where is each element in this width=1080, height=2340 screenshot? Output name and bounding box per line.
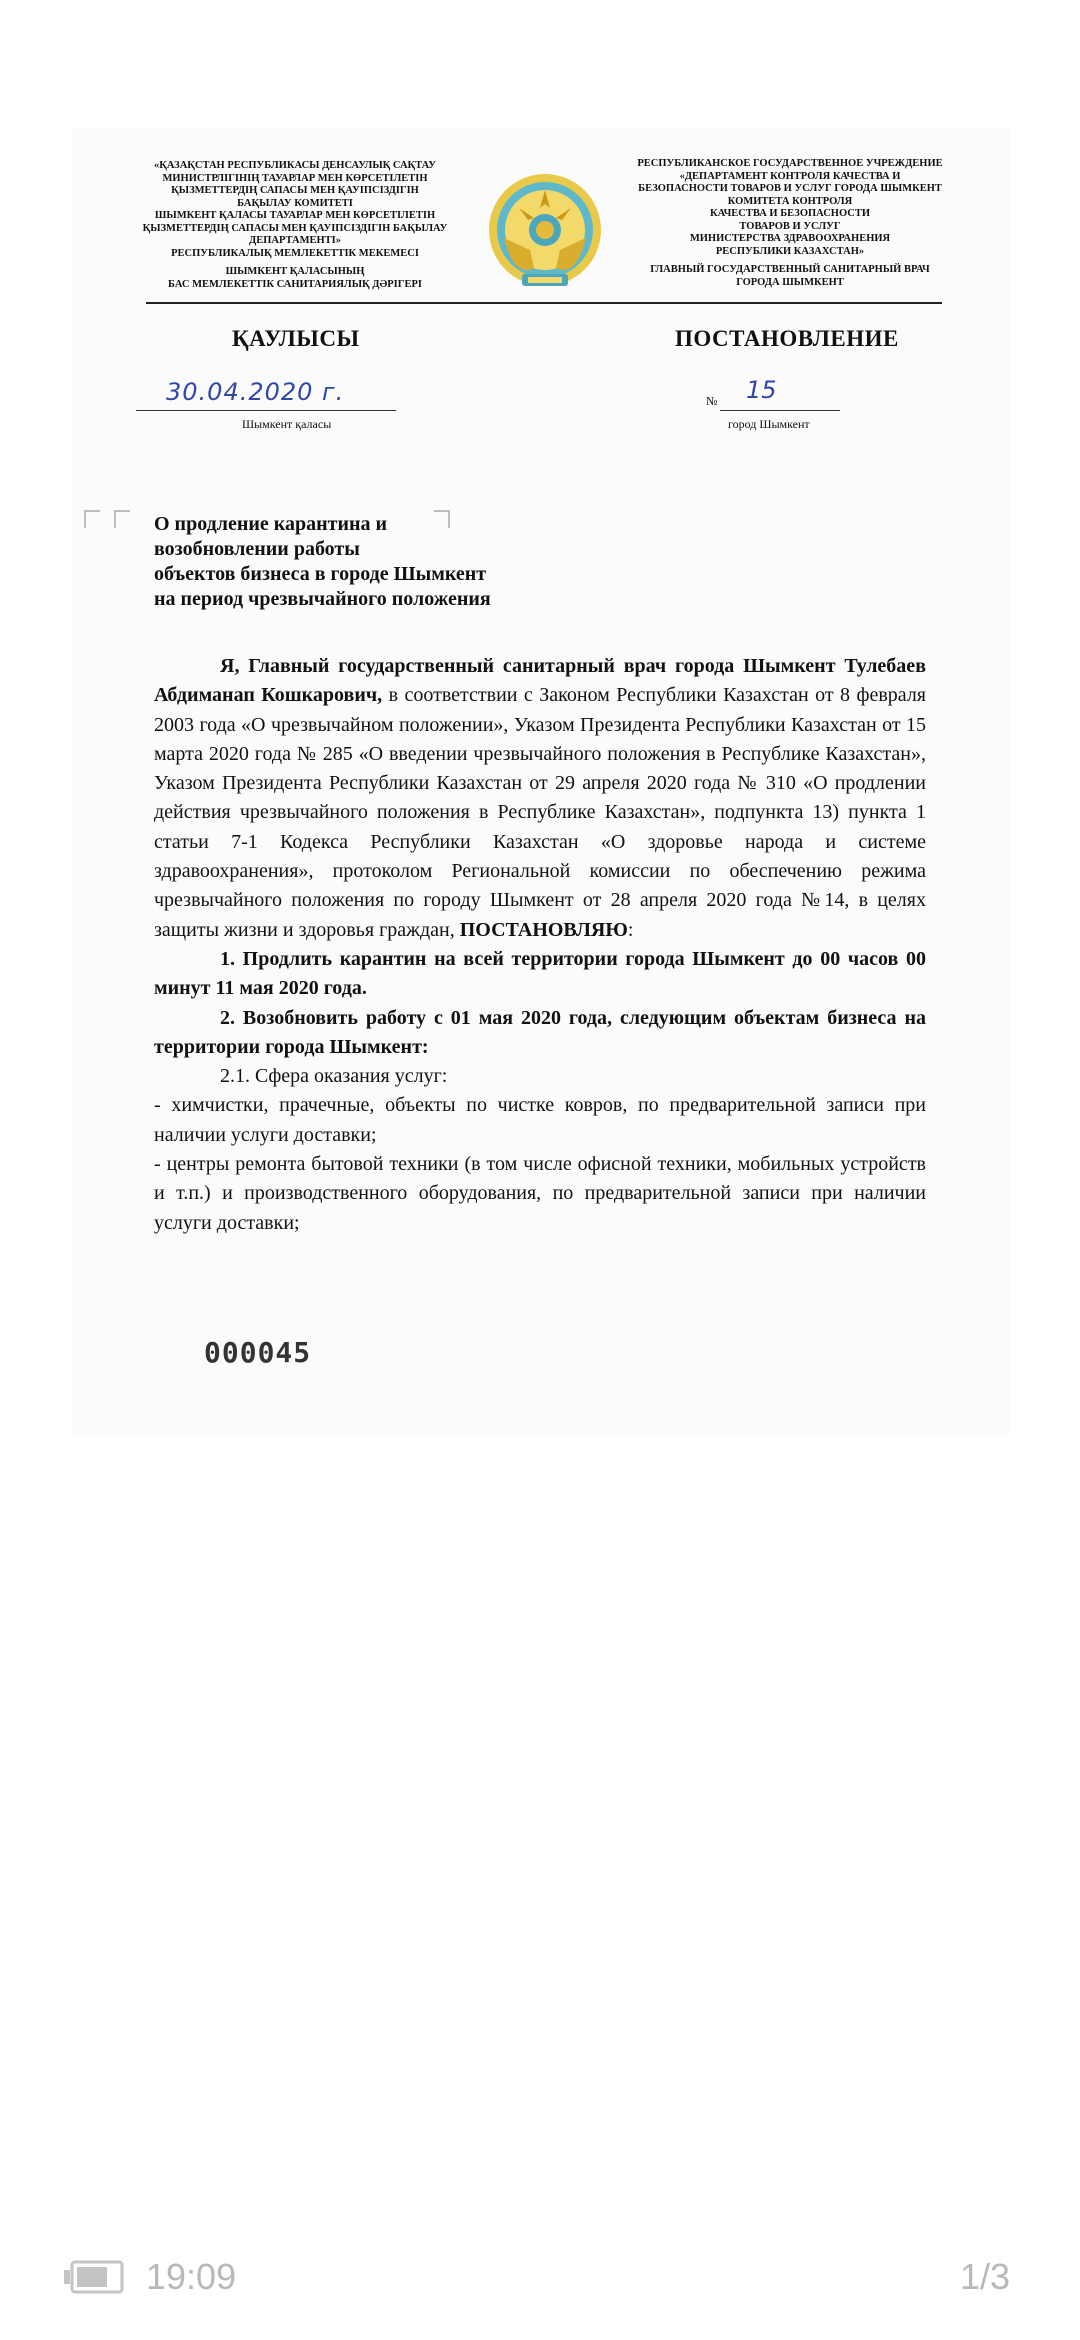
header-right-line: БЕЗОПАСНОСТИ ТОВАРОВ И УСЛУГ ГОРОДА ШЫМКЕНТ <box>638 183 942 194</box>
city-ru: город Шымкент <box>728 417 810 431</box>
document-subject <box>154 512 574 612</box>
number-field <box>720 376 840 411</box>
number-sign: № <box>706 394 718 408</box>
header-right-line: РЕСПУБЛИКИ КАЗАХСТАН» <box>715 245 865 257</box>
header-right-line: КАЧЕСТВА И БЕЗОПАСНОСТИ <box>709 208 871 219</box>
corner-mark <box>114 510 130 528</box>
item-2 <box>154 1004 926 1063</box>
header-left-line: БАҚЫЛАУ КОМИТЕТІ <box>237 197 353 209</box>
header-left-line: ДЕПАРТАМЕНТІ» <box>248 235 341 246</box>
header-left-line: РЕСПУБЛИКАЛЫҚ МЕМЛЕКЕТТІК МЕКЕМЕСІ <box>171 247 419 259</box>
header-left-kz <box>130 160 460 291</box>
bullet-2: - центры ремонта бытовой техники (в том числе офисной техники, мобильных устройств и т.п.) и производственного оборудования, по предварительной записи при наличии услуги доставки; <box>154 1153 926 1234</box>
header-left-line: ҚЫЗМЕТТЕРДІҢ САПАСЫ МЕН ҚАУІПСІЗДІГІН <box>171 185 419 196</box>
number-value: 15 <box>746 376 777 404</box>
item-1 <box>154 945 926 1004</box>
header-right-line: ГОРОДА ШЫМКЕНТ <box>736 276 844 288</box>
page-indicator: 1/3 <box>960 2256 1011 2297</box>
item-2-1: 2.1. Сфера оказания услуг: <box>220 1065 448 1088</box>
intro-author: Я, Главный государственный санитарный врач города Шымкент Тулебаев Абдиманап Кошкарович, <box>154 655 926 707</box>
date-value: 30.04.2020 г. <box>166 378 345 406</box>
header-right-ru <box>620 158 960 289</box>
resolve-colon: : <box>627 918 634 941</box>
header-right-line: «ДЕПАРТАМЕНТ КОНТРОЛЯ КАЧЕСТВА И <box>679 170 901 182</box>
title-kz: ҚАУЛЫСЫ <box>232 326 360 351</box>
header-right-line: РЕСПУБЛИКАНСКОЕ ГОСУДАРСТВЕННОЕ УЧРЕЖДЕНИЕ <box>637 158 943 169</box>
status-time: 19:09 <box>146 2256 237 2297</box>
header-left-line: МИНИСТРЛІГІНІҢ ТАУАРЛАР МЕН КӨРСЕТІЛЕТІН <box>162 172 428 184</box>
header-left-line: БАС МЕМЛЕКЕТТІК САНИТАРИЯЛЫҚ ДӘРІГЕРІ <box>168 278 422 290</box>
header-left-line: ШЫМКЕНТ ҚАЛАСЫНЫҢ <box>225 266 365 277</box>
subject-line: объектов бизнеса в городе Шымкент <box>154 563 487 585</box>
bullet-1: - химчистки, прачечные, объекты по чистке ковров, по предварительной записи при наличии услуги доставки; <box>154 1094 926 1146</box>
header-left-line: ШЫМКЕНТ ҚАЛАСЫ ТАУАРЛАР МЕН КӨРСЕТІЛЕТІН <box>154 210 436 221</box>
header-right-line: КОМИТЕТА КОНТРОЛЯ <box>727 195 853 207</box>
corner-mark <box>84 510 100 528</box>
subject-line: О продление карантина и <box>154 513 388 535</box>
subject-line: на период чрезвычайного положения <box>154 588 491 610</box>
header-left-line: «ҚАЗАҚСТАН РЕСПУБЛИКАСЫ ДЕНСАУЛЫҚ САҚТАУ <box>153 160 436 171</box>
resolve-word: ПОСТАНОВЛЯЮ <box>459 918 628 941</box>
serial-number: 000045 <box>204 1336 312 1369</box>
document-body <box>154 652 926 1238</box>
item-1-text: 1. Продлить карантин на всей территории города Шымкент до 00 часов 00 минут 11 мая 2020 года. <box>154 947 926 1000</box>
header-divider <box>146 302 942 304</box>
state-emblem-icon <box>484 168 606 296</box>
intro-text: в соответствии с Законом Республики Казахстан от 8 февраля 2003 года «О чрезвычайном положении», Указом Президента Республики Казахстан от 15 марта 2020 года № 285 «О введении чрезвычайного положения в Республике Казахстан», Указом Президента Республики Казахстан от 29 апреля 2020 года № 310 «О продлении действия чрезвычайного положения в Республике Казахстан», подпункта 13) пункта 1 статьи 7-1 Кодекса Республики Казахстан «О здоровье народа и системе здравоохранения», протоколом Региональной комиссии по обеспечению режима чрезвычайного положения по городу Шымкент от 28 апреля 2020 года №14, в целях защиты жизни и здоровья граждан, <box>154 684 926 941</box>
city-kz: Шымкент қаласы <box>242 417 332 431</box>
date-field <box>136 378 396 411</box>
title-ru: ПОСТАНОВЛЕНИЕ <box>675 326 899 351</box>
header-left-line: ҚЫЗМЕТТЕРДІҢ САПАСЫ МЕН ҚАУІПСІЗДІГІН БАҚЫЛАУ <box>142 222 448 234</box>
header-right-line: МИНИСТЕРСТВА ЗДРАВООХРАНЕНИЯ <box>689 233 891 244</box>
battery-icon <box>64 2260 124 2294</box>
item-2-text: 2. Возобновить работу с 01 мая 2020 года, следующим объектам бизнеса на территории города Шымкент: <box>154 1006 926 1058</box>
intro-paragraph <box>154 652 926 945</box>
subject-line: возобновлении работы <box>154 538 360 560</box>
header-right-line: ГЛАВНЫЙ ГОСУДАРСТВЕННЫЙ САНИТАРНЫЙ ВРАЧ <box>650 264 930 275</box>
header-right-line: ТОВАРОВ И УСЛУГ <box>739 220 841 232</box>
